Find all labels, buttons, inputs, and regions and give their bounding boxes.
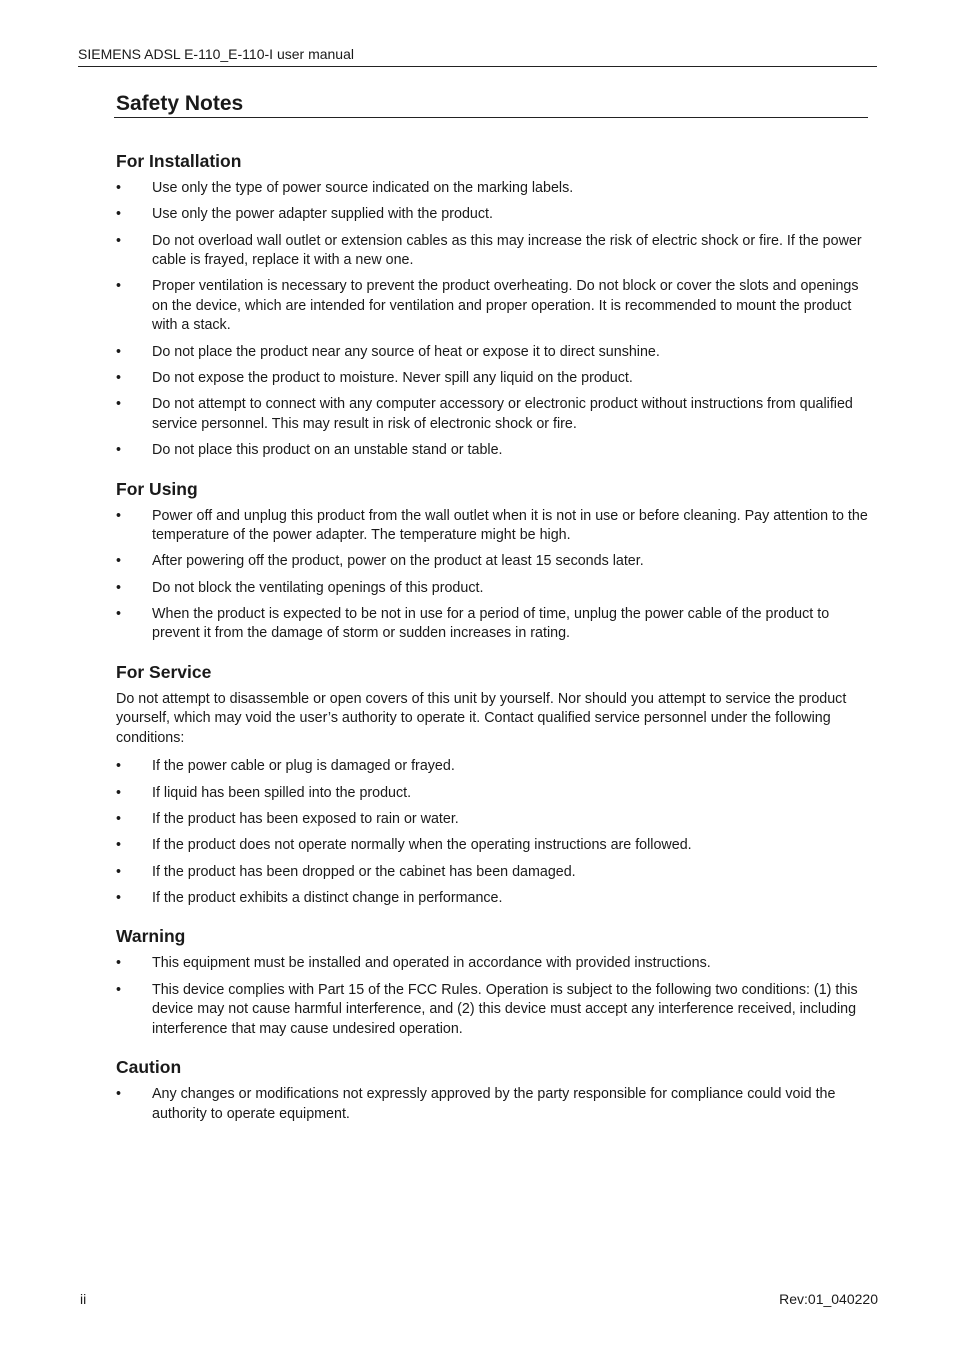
list-item-text: Do not overload wall outlet or extension cables as this may increase the risk of electric shock or fire. If the power cable is frayed, replace it with a new one.: [152, 232, 862, 269]
list-item: [116, 343, 868, 363]
list-item: [116, 395, 868, 434]
list-item-text: Use only the type of power source indicated on the marking labels.: [152, 180, 574, 196]
list-item-text: If the product has been exposed to rain or water.: [152, 811, 459, 828]
bullet-icon: •: [116, 605, 122, 622]
list-item: [116, 441, 868, 461]
list-item: [116, 507, 868, 546]
bullet-icon: •: [116, 343, 122, 360]
list-item-text: Any changes or modifications not expressly approved by the party responsible for compliance could void the authority to operate equipment.: [152, 1086, 836, 1122]
list-item-text: If liquid has been spilled into the product.: [152, 784, 412, 801]
list-item: [116, 1085, 868, 1124]
section-intro: Do not attempt to disassemble or open covers of this unit by yourself. Nor should you attempt to service the product yourself, which may void the user’s authority to operate it. Contact qualified service personnel under the following conditions:: [116, 690, 847, 746]
list-item-text: Use only the power adapter supplied with the product.: [152, 206, 493, 223]
bullet-icon: •: [116, 278, 122, 295]
list-item: [116, 579, 868, 599]
document-body: [116, 149, 868, 1140]
bullet-icon: •: [116, 180, 122, 196]
bullet-icon: •: [116, 396, 122, 413]
bullet-list: [116, 1085, 868, 1124]
list-item-text: Power off and unplug this product from the wall outlet when it is not in use or before cleaning. Pay attention to the temperature of the power adapter. The temperature might be high.: [152, 507, 868, 544]
bullet-icon: •: [116, 232, 122, 249]
list-item-text: Proper ventilation is necessary to prevent the product overheating. Do not block or cover the slots and openings on the device, which are intended for ventilation and proper operation. It is recommended to mount the product with a stack.: [152, 278, 859, 334]
bullet-icon: •: [116, 784, 122, 801]
bullet-list: [116, 507, 868, 644]
list-item: [116, 863, 868, 883]
bullet-icon: •: [116, 442, 122, 459]
list-item: [116, 552, 868, 572]
list-item: [116, 605, 868, 644]
list-item-text: If the product has been dropped or the cabinet has been damaged.: [152, 863, 576, 880]
list-item-text: If the product exhibits a distinct change in performance.: [152, 889, 503, 906]
running-header-title: SIEMENS ADSL E-110_E-110-I user manual: [78, 46, 354, 62]
list-item-text: If the product does not operate normally when the operating instructions are followed.: [152, 837, 692, 854]
section: [116, 477, 868, 644]
bullet-icon: •: [116, 579, 122, 596]
bullet-icon: •: [116, 955, 122, 972]
section: [116, 660, 868, 908]
page-title: Safety Notes: [114, 90, 868, 118]
section-heading: Caution: [116, 1057, 182, 1078]
section-heading: For Using: [116, 478, 198, 499]
section: [116, 1055, 868, 1124]
list-item: [116, 810, 868, 830]
bullet-icon: •: [116, 811, 122, 828]
list-item-text: When the product is expected to be not in use for a period of time, unplug the power cable of the product to prevent it from the damage of storm or sudden increases in rating.: [152, 605, 830, 642]
revision-label: Rev:01_040220: [779, 1291, 878, 1307]
bullet-icon: •: [116, 758, 122, 775]
list-item: [116, 277, 868, 336]
bullet-icon: •: [116, 1086, 122, 1103]
bullet-icon: •: [116, 863, 122, 880]
list-item: [116, 757, 868, 777]
list-item-text: If the power cable or plug is damaged or frayed.: [152, 758, 455, 775]
list-item: [116, 369, 868, 389]
bullet-icon: •: [116, 889, 122, 906]
bullet-icon: •: [116, 369, 122, 386]
list-item: [116, 232, 868, 271]
list-item: [116, 205, 868, 225]
running-header: [78, 45, 877, 67]
bullet-icon: •: [116, 837, 122, 854]
list-item-text: Do not expose the product to moisture. Never spill any liquid on the product.: [152, 369, 633, 386]
bullet-icon: •: [116, 553, 122, 570]
list-item-text: This device complies with Part 15 of the FCC Rules. Operation is subject to the following two conditions: (1) this device may not cause harmful interference, and (2) this device must accept any interference received, including interference that may cause undesired operation.: [152, 981, 858, 1037]
section: [116, 149, 868, 461]
list-item: [116, 981, 868, 1040]
list-item: [116, 836, 868, 856]
page-number: ii: [80, 1291, 87, 1307]
bullet-list: [116, 757, 868, 908]
list-item-text: Do not place the product near any source of heat or expose it to direct sunshine.: [152, 343, 660, 360]
list-item: [116, 784, 868, 804]
section-heading: For Installation: [116, 151, 242, 171]
list-item: [116, 954, 868, 974]
list-item-text: Do not attempt to connect with any computer accessory or electronic product without instructions from qualified service personnel. This may result in risk of electronic shock or fire.: [152, 396, 853, 432]
list-item: [116, 889, 868, 909]
list-item-text: Do not block the ventilating openings of this product.: [152, 579, 484, 596]
section-heading: For Service: [116, 661, 212, 682]
bullet-icon: •: [116, 507, 122, 524]
list-item-text: This equipment must be installed and operated in accordance with provided instructions.: [152, 955, 711, 972]
list-item-text: Do not place this product on an unstable stand or table.: [152, 442, 503, 459]
bullet-icon: •: [116, 981, 122, 998]
section: [116, 924, 868, 1039]
bullet-list: [116, 179, 868, 461]
bullet-list: [116, 954, 868, 1039]
list-item-text: After powering off the product, power on the product at least 15 seconds later.: [152, 553, 644, 570]
section-heading: Warning: [116, 926, 186, 947]
list-item: [116, 179, 868, 199]
bullet-icon: •: [116, 206, 122, 223]
